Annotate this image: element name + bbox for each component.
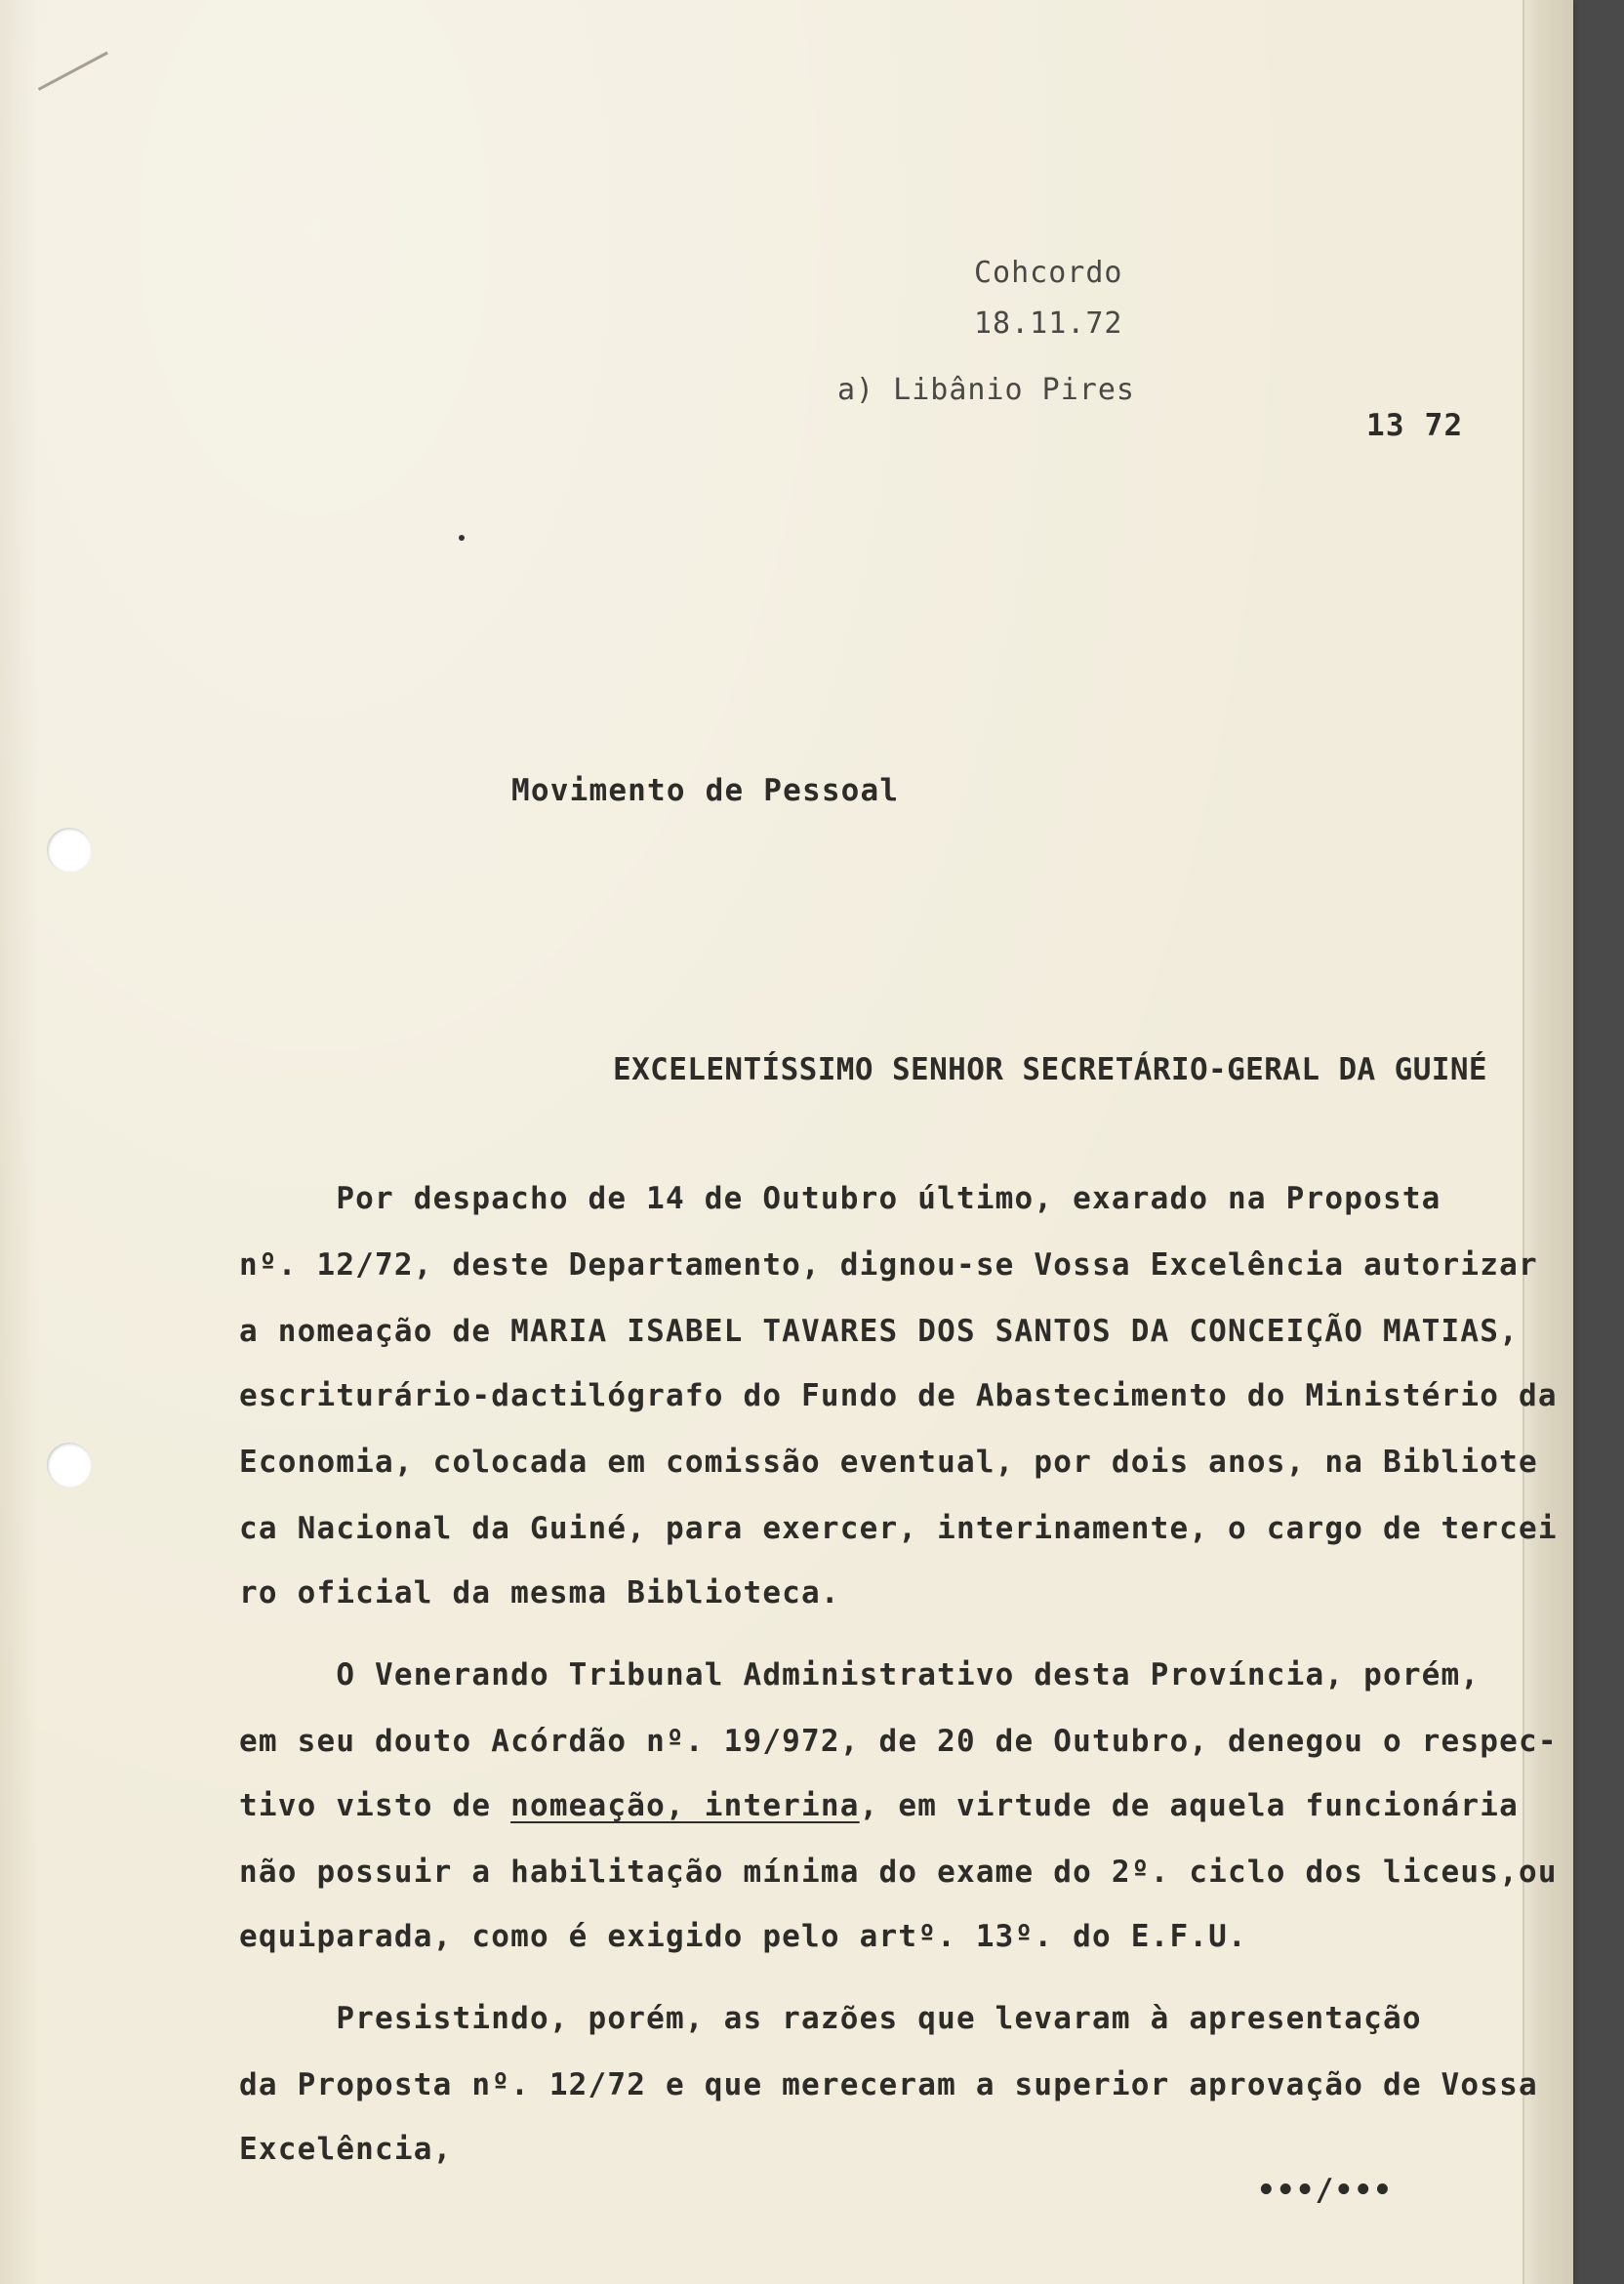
punch-hole-bottom (47, 1443, 92, 1488)
paragraph-2-line: não possuir a habilitação mínima do exame do 2º. ciclo dos liceus,ou (239, 1855, 1558, 1890)
paragraph-1-line: ca Nacional da Guiné, para exercer, interinamente, o cargo de terceі (239, 1511, 1558, 1546)
paragraph-1-line: ro oficial da mesma Biblioteca. (239, 1575, 840, 1611)
subject-heading: Movimento de Pessoal (511, 773, 900, 808)
underlined-phrase: nomeação, interina (510, 1788, 860, 1823)
paragraph-3-line: Presistindo, porém, as razões que levaram à apresentação (239, 2001, 1422, 2036)
paragraph-2-text: tivo visto de (239, 1788, 511, 1823)
paragraph-2-line: em seu douto Acórdão nº. 19/972, de 20 de Outubro, denegou o respec- (239, 1724, 1558, 1759)
paragraph-1-line: Por despacho de 14 de Outubro último, exarado na Proposta (239, 1181, 1441, 1216)
paragraph-3-line: Excelência, (239, 2132, 453, 2167)
paragraph-2-line (239, 1788, 1519, 1823)
paragraph-1-line: a nomeação de MARIA ISABEL TAVARES DOS SANTOS DA CONCEIÇÃO MATIAS, (239, 1314, 1519, 1349)
signature-line: a) Libânio Pires (837, 373, 1135, 407)
paragraph-1-line: escriturário-dactilógrafo do Fundo de Abastecimento do Ministério da (239, 1378, 1558, 1413)
paragraph-1-line: nº. 12/72, deste Departamento, dignou-se Vossa Excelência autorizar (239, 1247, 1538, 1283)
ink-dot (459, 535, 465, 541)
approval-word: Cohcordo (974, 256, 1123, 290)
staple-mark (38, 52, 118, 110)
page-edge (1522, 0, 1573, 2284)
document-number: 13 72 (1366, 408, 1464, 443)
addressee-heading: EXCELENTÍSSIMO SENHOR SECRETÁRIO-GERAL DA GUINÉ (613, 1052, 1487, 1087)
paragraph-2-line: O Venerando Tribunal Administrativo desta Província, porém, (239, 1657, 1481, 1693)
paragraph-2-line: equiparada, como é exigido pelo artº. 13º. do E.F.U. (239, 1919, 1247, 1954)
paragraph-2-text: , em virtude de aquela funcionária (859, 1788, 1520, 1823)
approval-date: 18.11.72 (974, 306, 1123, 341)
paragraph-3-line: da Proposta nº. 12/72 e que mereceram a superior aprovação de Vossa (239, 2067, 1538, 2102)
paragraph-1-line: Economia, colocada em comissão eventual, por dois anos, na Bibliotе (239, 1445, 1538, 1480)
punch-hole-top (47, 828, 92, 873)
continuation-mark: •••/••• (1257, 2173, 1394, 2208)
